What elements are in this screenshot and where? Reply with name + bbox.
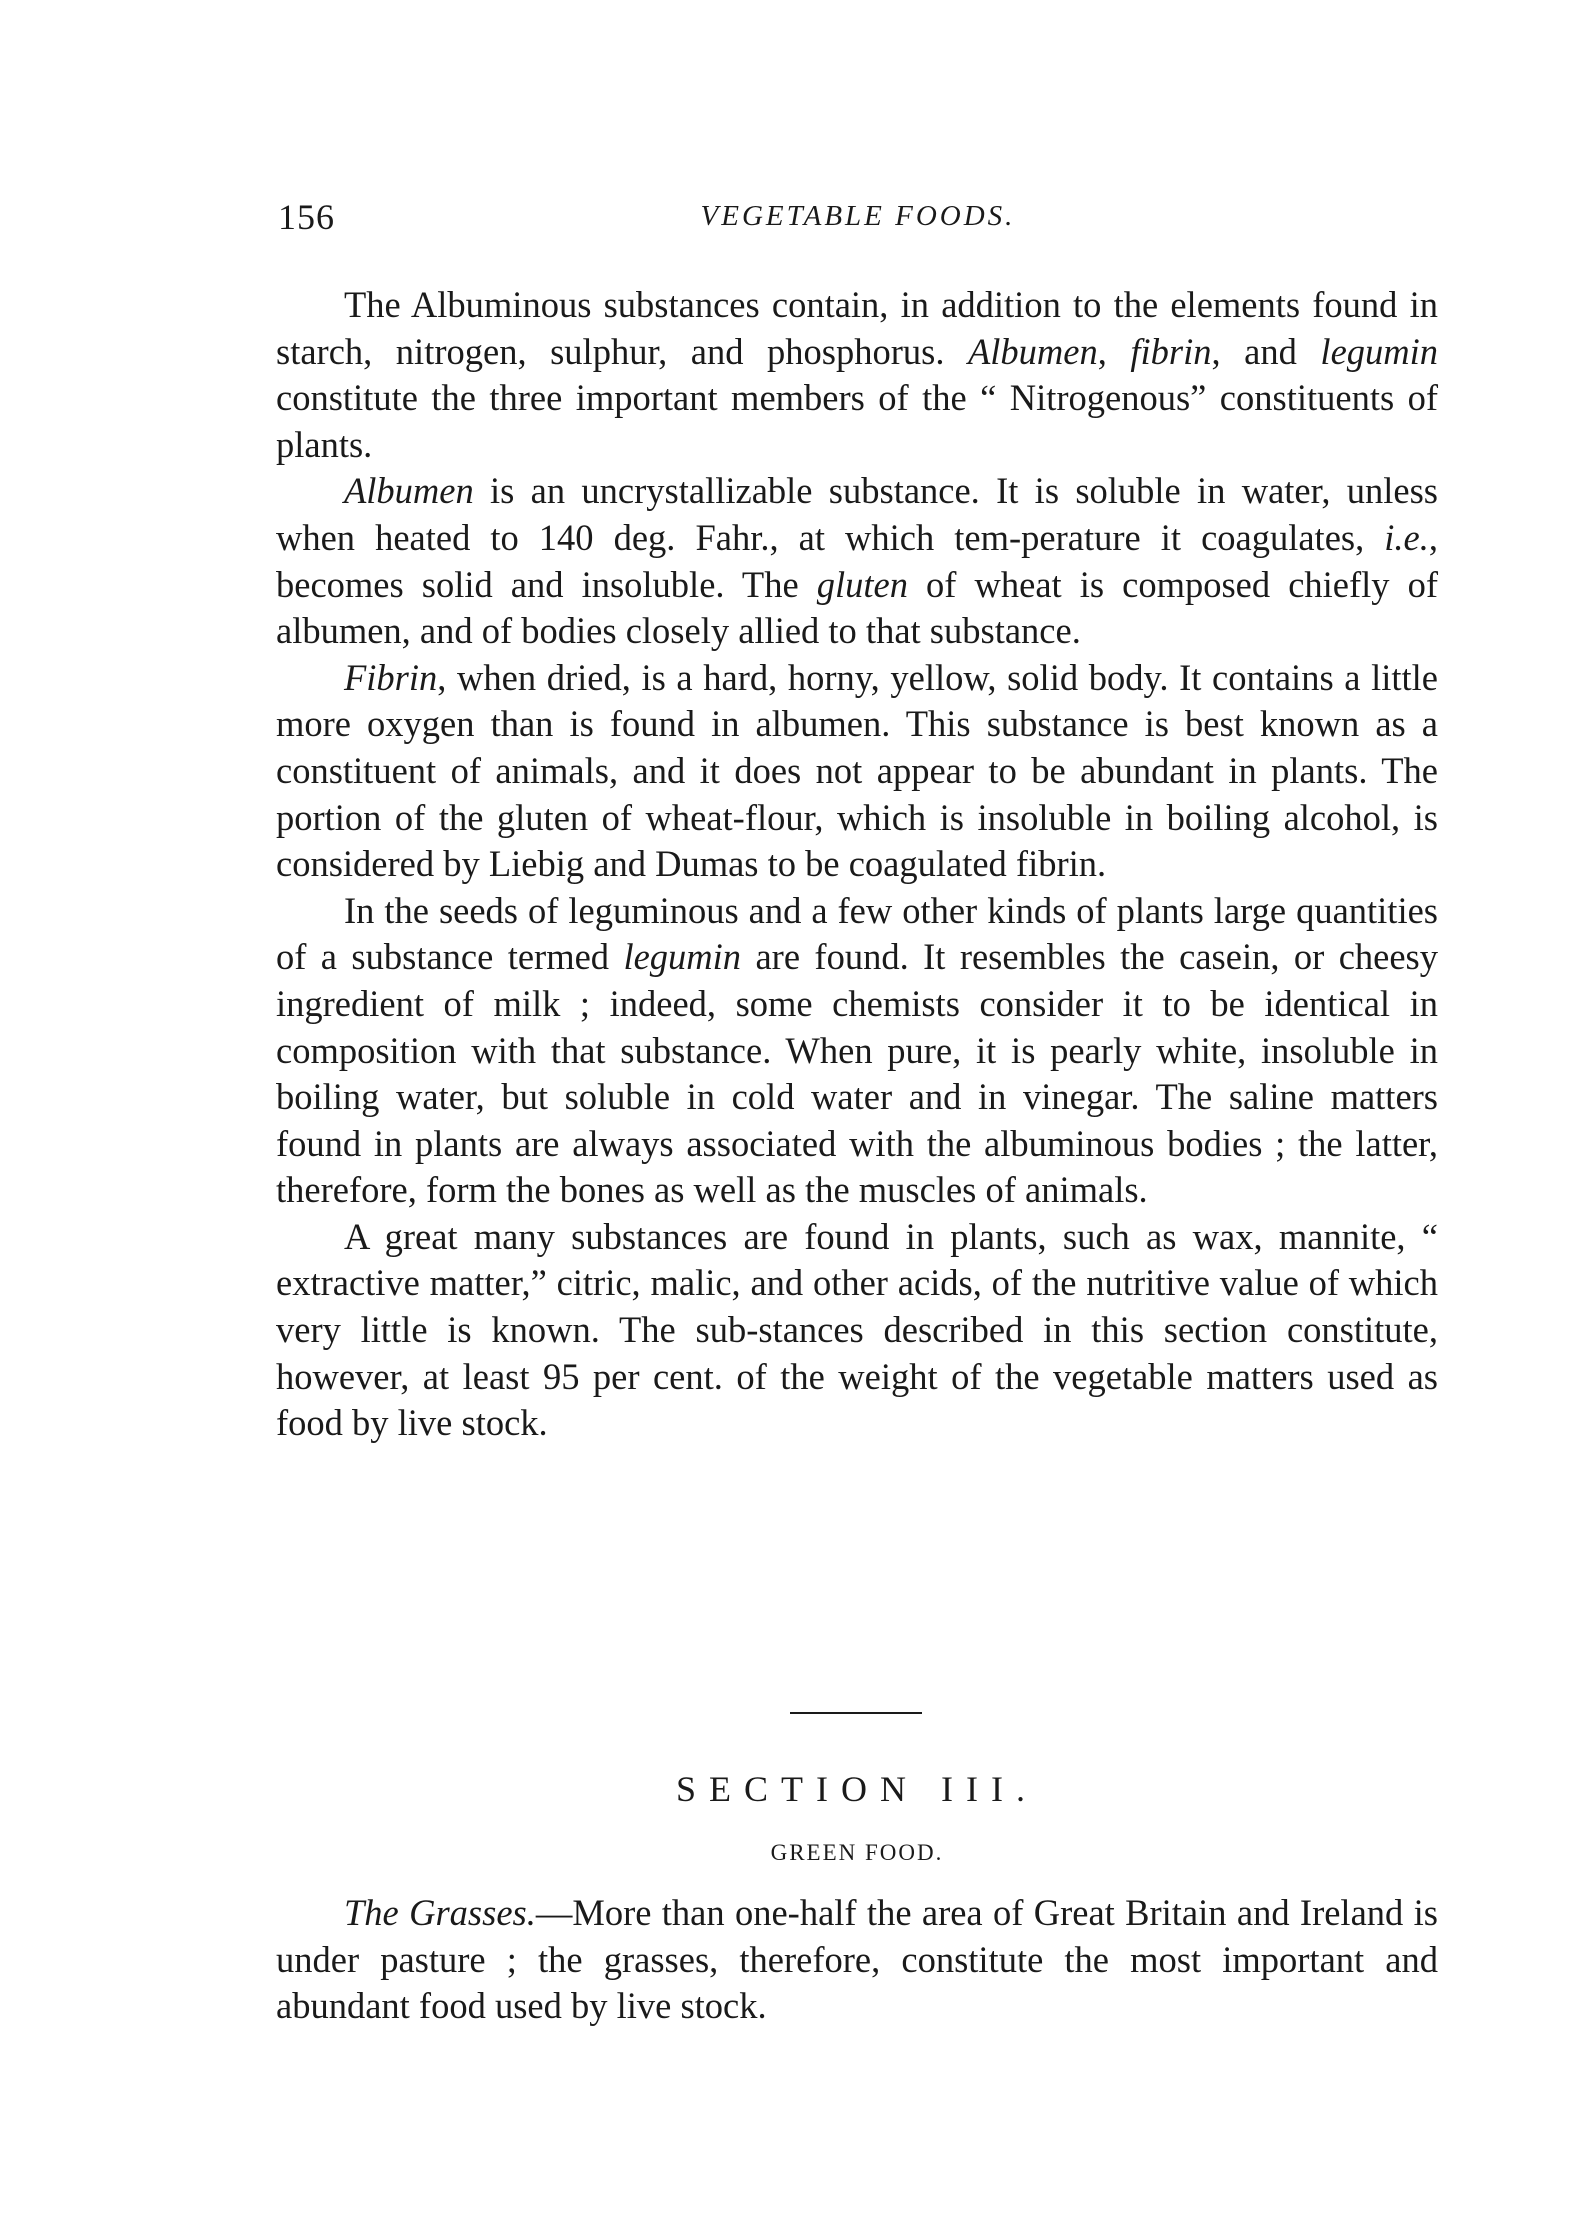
- term-grasses: The Grasses.: [344, 1892, 536, 1933]
- paragraph-text: , becomes solid and insoluble. The: [276, 516, 1438, 605]
- term-legumin: legumin: [1320, 330, 1439, 372]
- section-title: SECTION III.: [676, 1769, 1038, 1809]
- section-text: [276, 1890, 1438, 2030]
- paragraph-text: constitute the three important members of the “ Nitrogenous” constituents of plants.: [276, 377, 1438, 465]
- separator: , and: [1211, 330, 1321, 372]
- paragraph-text: —More than one-half the area of Great Britain and Ireland is under pasture ; the grasses, therefore, constitute the most important and abundant food used by live stock.: [276, 1892, 1438, 2027]
- paragraph-text: A great many substances are found in plants, such as wax, mannite, “ extractive matter,” citric, malic, and other acids, of the nutritive value of which very little is known. The sub-stances described in this section constitute, however, at least 95 per cent. of the weight of the vegetable matters used as food by live stock.: [276, 1215, 1438, 1444]
- abbreviation-ie: i.e.: [1384, 516, 1429, 558]
- paragraph-other-substances: [276, 1214, 1438, 1447]
- term-albumen: Albumen: [967, 330, 1098, 372]
- section-subtitle: GREEN FOOD.: [770, 1840, 944, 1865]
- term-albumen: Albumen: [344, 470, 474, 512]
- term-legumin: legumin: [623, 936, 742, 978]
- paragraph-text: , when dried, is a hard, horny, yellow, solid body. It contains a little more oxygen than is found in albumen. This substance is best known as a constituent of animals, and it does not appear to be abundant in plants. The portion of the gluten of wheat-flour, which is insoluble in boiling alcohol, is considered by Liebig and Dumas to be coagulated fibrin.: [276, 656, 1438, 885]
- separator: ,: [1097, 330, 1131, 372]
- term-gluten: gluten: [816, 563, 908, 605]
- paragraph-fibrin: [276, 655, 1438, 888]
- page-number: 156: [278, 197, 335, 237]
- paragraph-text: of wheat is composed chiefly of albumen, and of bodies closely allied to that substance.: [276, 563, 1438, 652]
- paragraph-text: The Albuminous substances contain, in addition to the elements found in starch, nitrogen, sulphur, and phosphorus.: [276, 284, 1438, 372]
- term-fibrin: fibrin: [1130, 330, 1212, 372]
- paragraph-albuminous-intro: [276, 282, 1438, 468]
- paragraph-albumen: [276, 468, 1438, 654]
- term-fibrin: Fibrin: [344, 656, 438, 698]
- paragraph-text: are found. It resembles the casein, or cheesy ingredient of milk ; indeed, some chemists consider it to be identical in composition with that substance. When pure, it is pearly white, insoluble in boiling water, but soluble in cold water and in vinegar. The saline matters found in plants are always associated with the albuminous bodies ; the latter, therefore, form the bones as well as the muscles of animals.: [276, 936, 1439, 1211]
- paragraph-grasses: [276, 1890, 1438, 2030]
- body-text: [276, 282, 1438, 1447]
- section-divider: [790, 1712, 922, 1714]
- page-header: [278, 196, 1438, 246]
- paragraph-text: is an uncrystallizable substance. It is soluble in water, unless when heated to 140 deg. Fahr., at which tem-perature it coagulates,: [276, 470, 1438, 558]
- paragraph-legumin: [276, 888, 1438, 1214]
- paragraph-text: In the seeds of leguminous and a few other kinds of plants large quantities of a substance termed: [276, 889, 1438, 978]
- running-title: VEGETABLE FOODS.: [700, 200, 1016, 232]
